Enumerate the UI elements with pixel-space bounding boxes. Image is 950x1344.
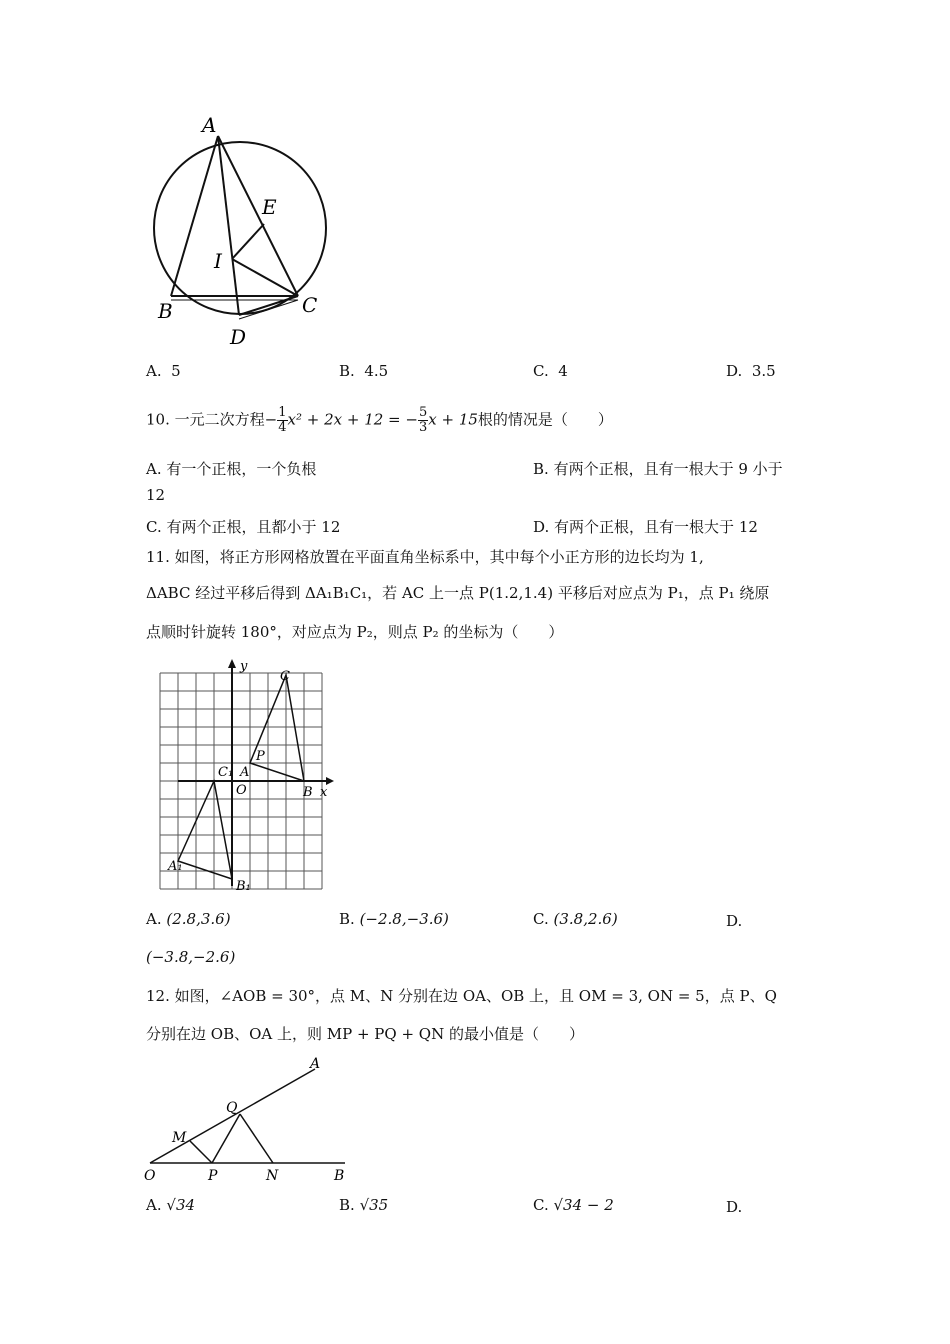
q11-option-b[interactable]: B. (−2.8,−3.6) bbox=[339, 910, 449, 928]
q9-label-B: B bbox=[158, 299, 173, 323]
q9-circle bbox=[154, 142, 326, 314]
q12-stem-line1: 12. 如图，∠AOB = 30°，点 M、N 分别在边 OA、OB 上，且 OM = 3, ON = 5，点 P、Q bbox=[146, 987, 777, 1005]
q9-option-b[interactable]: B. 4.5 bbox=[339, 362, 389, 380]
q11-option-a[interactable]: A. (2.8,3.6) bbox=[146, 910, 231, 928]
q11-option-d[interactable]: D. bbox=[726, 912, 743, 930]
q12-label-A: A bbox=[310, 1056, 321, 1072]
q11-label-P: P bbox=[256, 749, 265, 764]
q12-label-P: P bbox=[208, 1168, 218, 1184]
q11-label-y: y bbox=[240, 659, 248, 674]
q11-stem-line1: 11. 如图，将正方形网格放置在平面直角坐标系中，其中每个小正方形的边长均为 1, bbox=[146, 548, 704, 566]
q11-label-x: x bbox=[320, 785, 328, 800]
q9-option-d[interactable]: D. 3.5 bbox=[726, 362, 776, 380]
q9-line-DC bbox=[239, 296, 298, 315]
q9-figure bbox=[138, 112, 338, 352]
q12-stem-line2: 分别在边 OB、OA 上，则 MP + PQ + QN 的最小值是（ ） bbox=[146, 1025, 584, 1043]
q11-label-B1: B₁ bbox=[236, 879, 251, 894]
q9-label-D: D bbox=[230, 325, 247, 349]
q9-line-DC2 bbox=[239, 300, 298, 319]
q11-triangle-a1b1c1 bbox=[178, 781, 232, 879]
q12-ray-OA bbox=[150, 1069, 315, 1163]
q12-seg-MP bbox=[190, 1141, 212, 1163]
q12-option-b[interactable]: B. √35 bbox=[339, 1196, 389, 1214]
q10-option-d[interactable]: D. 有两个正根，且有一根大于 12 bbox=[533, 518, 758, 536]
q9-line-IE bbox=[232, 224, 264, 259]
q10-option-c[interactable]: C. 有两个正根，且都小于 12 bbox=[146, 518, 341, 536]
q12-option-c[interactable]: C. √34 − 2 bbox=[533, 1196, 614, 1214]
q10-stem: 10. 一元二次方程− $\frac{1}{4}$ x² + 2x + 12 = − $\frac{5}{3}$ x + 15根的情况是（ ） bbox=[146, 405, 613, 435]
q10-option-b-wrap: 12 bbox=[146, 486, 166, 504]
q12-option-d[interactable]: D. bbox=[726, 1198, 743, 1216]
q9-label-E: E bbox=[262, 195, 277, 219]
q12-label-Q: Q bbox=[226, 1100, 238, 1116]
q10-option-a[interactable]: A. 有一个正根，一个负根 bbox=[146, 460, 317, 478]
q9-label-C: C bbox=[302, 293, 318, 317]
q11-label-B: B bbox=[303, 785, 313, 800]
q11-label-C1: C₁ bbox=[218, 765, 234, 780]
q11-figure bbox=[148, 656, 338, 896]
q11-option-c[interactable]: C. (3.8,2.6) bbox=[533, 910, 618, 928]
q11-label-A1: A₁ bbox=[168, 859, 183, 874]
q10-option-b[interactable]: B. 有两个正根，且有一根大于 9 小于 bbox=[533, 460, 783, 478]
q12-label-N: N bbox=[266, 1168, 279, 1184]
q12-label-O: O bbox=[144, 1168, 156, 1184]
q11-y-arrow bbox=[228, 659, 236, 668]
q9-line-AC bbox=[218, 136, 298, 296]
q11-label-O: O bbox=[236, 783, 247, 798]
q12-seg-PQ bbox=[212, 1114, 240, 1163]
q9-line-AD bbox=[218, 136, 239, 315]
q12-label-B: B bbox=[334, 1168, 345, 1184]
q11-label-A: A bbox=[240, 765, 250, 780]
q10-frac-rhs: $\frac{5}{3}$ bbox=[418, 405, 428, 435]
q12-option-a[interactable]: A. √34 bbox=[146, 1196, 196, 1214]
q11-stem-line2: ΔABC 经过平移后得到 ΔA₁B₁C₁，若 AC 上一点 P(1.2,1.4) 平移后对应点为 P₁，点 P₁ 绕原 bbox=[146, 584, 770, 602]
q12-seg-QN bbox=[240, 1114, 273, 1163]
q9-line-AB bbox=[171, 136, 218, 296]
q12-figure bbox=[140, 1056, 360, 1186]
q11-option-d-wrap: (−3.8,−2.6) bbox=[146, 948, 236, 966]
q11-x-arrow bbox=[326, 777, 334, 785]
q11-stem-line3: 点顺时针旋转 180°，对应点为 P₂，则点 P₂ 的坐标为（ ） bbox=[146, 623, 564, 641]
q10-frac-lhs: $\frac{1}{4}$ bbox=[278, 405, 287, 435]
q11-label-C: C bbox=[280, 669, 290, 684]
q12-label-M: M bbox=[172, 1130, 187, 1146]
q9-option-a[interactable]: A. 5 bbox=[146, 362, 181, 380]
q9-option-c[interactable]: C. 4 bbox=[533, 362, 568, 380]
q9-label-I: I bbox=[214, 249, 222, 273]
q9-label-A: A bbox=[202, 113, 217, 137]
